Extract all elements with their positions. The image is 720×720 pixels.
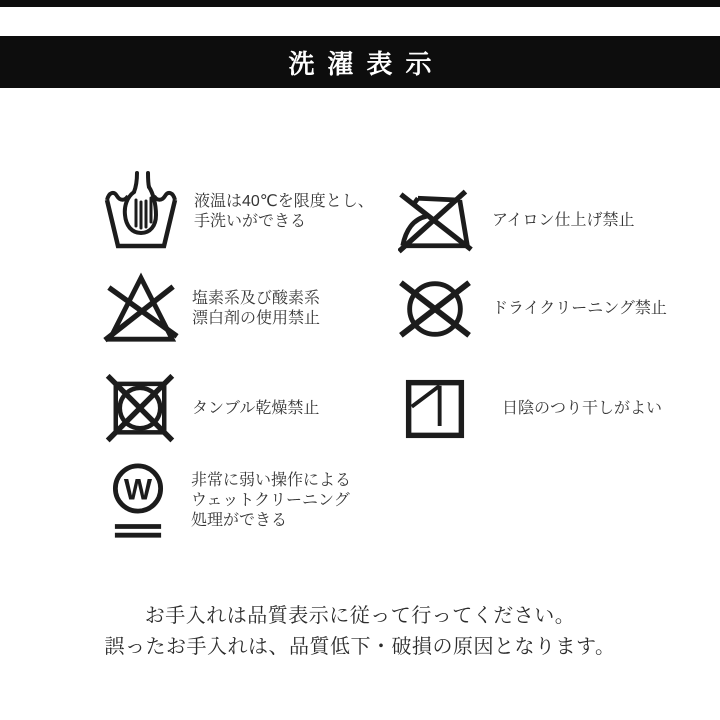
footer-note-line1: お手入れは品質表示に従って行ってください。	[144, 605, 576, 627]
care-item-label: ドライクリーニング禁止	[492, 300, 667, 317]
page-title: 洗濯表示	[288, 48, 445, 79]
care-item-hand-wash	[100, 170, 374, 254]
footer-note	[0, 601, 720, 663]
shade-line-dry-icon	[404, 378, 466, 440]
footer-note-line2: 誤ったお手入れは、品質低下・破損の原因となります。	[104, 636, 616, 658]
care-item-label: 塩素系及び酸素系 漂白剤の使用禁止	[192, 290, 321, 327]
care-item-label: タンブル乾燥禁止	[192, 400, 320, 417]
care-item-no-bleach	[102, 272, 320, 346]
no-bleach-triangle-icon	[102, 272, 180, 346]
care-item-no-iron	[398, 186, 635, 256]
wet-cleaning-w-icon	[112, 463, 164, 540]
care-item-label: アイロン仕上げ禁止	[492, 212, 635, 229]
care-item-wet-cleaning	[112, 462, 351, 540]
no-tumble-dry-icon	[104, 374, 176, 444]
hand-wash-tub-icon	[100, 170, 184, 254]
care-item-label: 日陰のつり干しがよい	[502, 400, 663, 417]
top-border-strip	[0, 0, 720, 7]
care-item-shade-line-dry	[404, 378, 662, 440]
wet-cleaning-letter: W	[123, 473, 153, 507]
no-dry-cleaning-icon	[396, 274, 474, 344]
care-item-label: 非常に弱い操作による ウェットクリーニング 処理ができる	[191, 472, 352, 529]
header-banner	[0, 36, 720, 88]
care-item-no-tumble-dry	[104, 374, 319, 444]
no-iron-icon	[398, 186, 474, 256]
care-item-label: 液温は40℃を限度とし、 手洗いができる	[194, 193, 374, 230]
care-item-no-dry-cleaning	[396, 274, 667, 344]
